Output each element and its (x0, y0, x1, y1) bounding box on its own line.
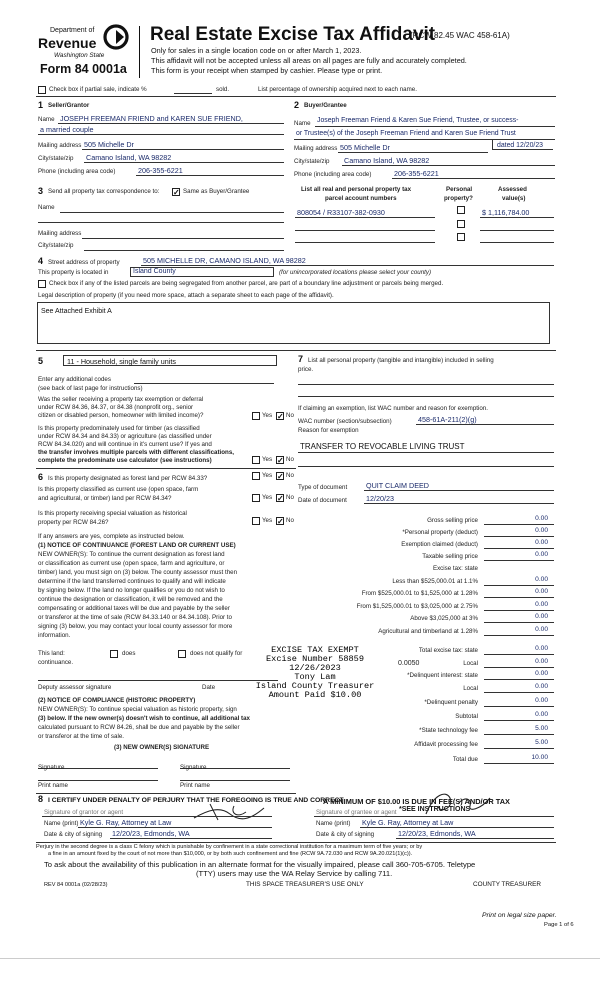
tax-line-t3 (484, 610, 554, 611)
dor-logo-icon (103, 24, 129, 50)
form-title: Real Estate Excise Tax Affidavit (150, 24, 436, 45)
seller-phone-line (136, 175, 284, 176)
perjury-line2: a fine in an amount fixed by the court of not more than $10,000, or by both such confinement and fine (RCW 9A.72.030 and RCW 9A.20.021(1)(c)). (48, 851, 413, 857)
tax-line-delinq-pen (484, 706, 554, 707)
header-divider (139, 26, 140, 78)
dept-line3: Washington State (54, 52, 105, 59)
tax-label-t3: From $1,525,000.01 to $3,025,000 at 2.75% (356, 603, 478, 610)
tax-line-local (484, 667, 554, 668)
corr-name-line2[interactable] (38, 222, 284, 223)
seller-mail-line (82, 149, 284, 150)
treasurer-space: THIS SPACE TREASURER'S USE ONLY (246, 881, 364, 888)
notice1-l7: compensating or additional taxes will be due and payable by the seller (38, 605, 230, 612)
notice1-l8: or transferor at the time of sale (RCW 84.33.140 or 84.34.108). Prior to (38, 614, 232, 621)
corr-city-line[interactable] (84, 250, 284, 251)
exempt-yes-checkbox[interactable] (252, 412, 260, 420)
buyer-phone[interactable]: 206-355-6221 (394, 169, 439, 178)
deputy-label: Deputy assessor signature (38, 684, 112, 691)
tax-line-local2 (484, 692, 554, 693)
exemption-label: If claiming an exemption, list WAC number and reason for exemption. (298, 405, 488, 412)
sec7-line2: price. (298, 366, 314, 373)
doc-type-label: Type of document (298, 484, 348, 491)
doc-date[interactable]: 12/20/23 (366, 494, 394, 503)
corr-city-label: City/state/zip (38, 242, 74, 249)
buyer-phone-line (392, 178, 555, 179)
q6-2b: and agricultural, or timber) land per RCW 84.34? (38, 495, 172, 502)
tax-amount-subtotal[interactable]: 0.00 (535, 711, 548, 718)
assessed-heading-2: value(s) (502, 195, 526, 202)
reason-line2 (298, 466, 554, 467)
stamp-line6: Amount Paid $10.00 (268, 690, 362, 700)
grantor-name[interactable]: Kyle G. Ray, Attorney at Law (80, 818, 172, 827)
personal-property-number: 7 (298, 354, 304, 364)
tax-line-total-state (484, 654, 554, 655)
tax-line-affidavit (484, 748, 554, 749)
seller-number: 1 (38, 100, 44, 110)
assessed-heading-1: Assessed (498, 186, 527, 193)
historic-yes-checkbox[interactable] (252, 517, 260, 525)
currentuse-no-label: No (286, 494, 294, 501)
exempt-yes-label: Yes (262, 412, 273, 419)
seller-mail-label: Mailing address (38, 142, 82, 149)
tax-amount-affidavit[interactable]: 5.00 (535, 739, 548, 746)
buyer-city-line (342, 165, 555, 166)
street-address[interactable]: 505 MICHELLE DR, CAMANO ISLAND, WA 98282 (143, 256, 306, 265)
currentuse-yes-checkbox[interactable] (252, 494, 260, 502)
grantor-name-line (78, 827, 272, 828)
signature-grantor-icon (190, 800, 270, 824)
buyer-name-1[interactable]: Joseph Freeman Friend & Karen Sue Friend, Trustee, or success- (317, 117, 519, 124)
segregated-checkbox[interactable] (38, 280, 46, 288)
historic-yes-label: Yes (262, 517, 273, 524)
seller-name-label: Name (38, 116, 55, 123)
notice2-title: (2) NOTICE OF COMPLIANCE (HISTORIC PROPERTY) (38, 697, 196, 704)
doc-type-line (364, 490, 554, 491)
seller-name-2[interactable]: a married couple (40, 125, 94, 134)
corr-number: 3 (38, 186, 44, 196)
owner-print-label-1: Print name (38, 782, 68, 789)
tax-label-tech: *State technology fee (419, 727, 478, 734)
stamp-line5: Island County Treasurer (255, 681, 375, 691)
assessed-line1 (480, 217, 554, 218)
doc-date-label: Date of document (298, 497, 347, 504)
grantee-date-line (396, 838, 554, 839)
land-does-checkbox[interactable] (110, 650, 118, 658)
rule-top (36, 96, 556, 97)
tax-label-personal: *Personal property (deduct) (402, 529, 478, 536)
treasurer-stamp (255, 646, 375, 700)
buyer-phone-label: Phone (including area code) (294, 171, 372, 178)
partial-sale-label: Check box if partial sale, indicate % (49, 86, 147, 93)
tax-label-delinq-state: *Delinquent interest: state (407, 672, 478, 679)
grantor-name-label: Name (print) (44, 820, 79, 827)
tax-line-subtotal (484, 720, 554, 721)
corr-mail-line[interactable] (82, 238, 284, 239)
cert-number: 8 (38, 794, 44, 804)
use-number: 5 (38, 356, 44, 366)
grantee-name[interactable]: Kyle G. Ray, Attorney at Law (362, 818, 454, 827)
county-value: Island County (133, 268, 176, 275)
tax-line-t4 (484, 622, 554, 623)
q6-3a: Is this property receiving special valuation as historical (38, 510, 187, 517)
codes-line[interactable] (134, 383, 274, 384)
tax-line-t2 (484, 597, 554, 598)
notice2-l1: NEW OWNER(S): To continue special valuation as historic property, sign (38, 706, 237, 713)
land-does-not-label: does not qualify for (190, 650, 243, 657)
access-line2: (TTY) users may use the WA Relay Service by calling 711. (196, 869, 393, 878)
forest-no-checkbox[interactable]: ✓ (277, 472, 284, 481)
owner-sig-label-1: Signature (38, 764, 65, 771)
land-label: This land: (38, 650, 65, 657)
seller-phone[interactable]: 206-355-6221 (138, 166, 183, 175)
located-label: This property is located in (38, 269, 109, 276)
tax-amount-taxable[interactable]: 0.00 (535, 551, 548, 558)
tax-line-t1 (484, 585, 554, 586)
tax-label-taxable: Taxable selling price (422, 553, 478, 560)
tax-line-taxable (484, 560, 554, 561)
tax-amount-exempt[interactable]: 0.00 (535, 539, 548, 546)
rule-sec5 (36, 468, 296, 469)
sig-grantor-line[interactable] (42, 816, 272, 817)
tax-label-state-h: Excise tax: state (432, 565, 478, 572)
parcel-number[interactable]: 808054 / R33107-382-0930 (297, 208, 385, 217)
stamp-line3: 12/26/2023 (289, 663, 341, 673)
sold-label: sold. (216, 86, 230, 93)
buyer-mail[interactable]: 505 Michelle Dr (340, 143, 390, 152)
cert-heading: I CERTIFY UNDER PENALTY OF PERJURY THAT THE FOREGOING IS TRUE AND CORRECT (48, 797, 344, 804)
assessed-line3 (480, 242, 554, 243)
access-line1: To ask about the availability of this publication in an alternate format for the visually impaired, please call 360-705-6705. Teletype (44, 860, 476, 869)
timber-yes-label: Yes (262, 456, 273, 463)
bottom-edge (0, 958, 600, 959)
corr-name-line[interactable] (60, 212, 284, 213)
rule-sec4 (36, 350, 556, 351)
tax-line-exempt (484, 548, 554, 549)
owner-print-line-1[interactable] (38, 780, 158, 781)
corr-mail-label: Mailing address (38, 230, 82, 237)
tax-label-exempt: Exemption claimed (deduct) (401, 541, 478, 548)
print-legal: Print on legal size paper. (482, 912, 557, 919)
seller-heading: Seller/Grantor (48, 102, 90, 109)
assessed-value[interactable]: $ 1,116,784.00 (482, 208, 530, 217)
legal-description-box[interactable] (37, 302, 550, 344)
historic-no-label: No (286, 517, 294, 524)
notice1-l4: determine if the land transferred continues to qualify and will indicate (38, 578, 226, 585)
notice1-title: (1) NOTICE OF CONTINUANCE (FOREST LAND OR CURRENT USE) (38, 542, 236, 549)
segregated-label: Check box if any of the listed parcels are being segregated from another parcel, are part of a boundary line adjustment or parcels being merged. (49, 280, 444, 287)
rule-sec8 (36, 793, 296, 794)
codes-note: (see back of last page for instructions) (38, 385, 143, 392)
county-treasurer: COUNTY TREASURER (473, 881, 541, 888)
notice1-l6: continue the designation or classification, it will be removed and the (38, 596, 223, 603)
sig-grantee-label: Signature of grantee or agent (316, 809, 397, 816)
owner-sig-label-2: Signature (180, 764, 207, 771)
forest-yes-label: Yes (262, 472, 273, 479)
q5-2b: under RCW 84.34 and 84.33) or agriculture (as classified under (38, 433, 212, 440)
stamp-line2: Excise Number 58859 (266, 654, 364, 664)
buyer-mail-label: Mailing address (294, 145, 338, 152)
header-sub2: This affidavit will not be accepted unless all areas on all pages are fully and accurately completed. (151, 56, 467, 65)
tax-label-total-due: Total due (452, 756, 478, 763)
tax-amount-t2[interactable]: 0.00 (535, 588, 548, 595)
ownership-note: List percentage of ownership acquired next to each name. (258, 86, 417, 93)
assessed-line2 (480, 230, 554, 231)
property-number: 4 (38, 256, 44, 266)
notice1-l5: by signing below. If the land no longer qualifies or you do not wish to (38, 587, 225, 594)
timber-no-label: No (286, 456, 294, 463)
currentuse-no-checkbox[interactable]: ✓ (277, 494, 284, 503)
tax-label-total-state: Total excise tax: state (418, 647, 478, 654)
buyer-name-label: Name (294, 120, 311, 127)
owner-print-label-2: Print name (180, 782, 210, 789)
form-number: Form 84 0001a (40, 62, 127, 76)
seller-name-1[interactable]: JOSEPH FREEMAN FRIEND and KAREN SUE FRIEND, (60, 114, 243, 123)
q5-1b: under RCW 84.36, 84.37, or 84.38 (nonprofit org., senior (38, 404, 194, 411)
tax-label-gross: Gross selling price (427, 517, 478, 524)
unincorp-note: (for unincorporated locations please select your county) (279, 269, 432, 276)
land-label-2: continuance. (38, 659, 74, 666)
tax-label-subtotal: Subtotal (455, 713, 478, 720)
signature-grantee-icon (420, 788, 500, 818)
buyer-name-line1 (315, 126, 555, 127)
seller-city-line (84, 162, 284, 163)
parcel-heading-1: List all real and personal property tax (301, 186, 412, 193)
seller-phone-label: Phone (including area code) (38, 168, 116, 175)
grantee-name-line (360, 827, 554, 828)
personal-prop-checkbox-3[interactable] (457, 233, 465, 241)
tax-line-personal (484, 536, 554, 537)
historic-no-checkbox[interactable]: ✓ (277, 517, 284, 526)
notice3-title: (3) NEW OWNER(S) SIGNATURE (114, 744, 210, 751)
tax-line-delinq-state (484, 679, 554, 680)
tax-label-local2: Local (463, 685, 478, 692)
sec7-line1: List all personal property (tangible and intangible) included in selling (308, 357, 494, 364)
q6-2a: Is this property classified as current use (open space, farm (38, 486, 199, 493)
tax-amount-delinq-state[interactable]: 0.00 (535, 670, 548, 677)
currentuse-yes-label: Yes (262, 494, 273, 501)
dept-line1: Department of (50, 27, 95, 34)
q6-3b: property per RCW 84.26? (38, 519, 109, 526)
notice1-l2: or classification as current use (open space, farm and agriculture, or (38, 560, 225, 567)
notice1-l3: timber) land, you must sign on (3) below. The county assessor must then (38, 569, 238, 576)
see-instructions: *SEE INSTRUCTIONS (399, 806, 471, 813)
seller-city-label: City/state/zip (38, 155, 74, 162)
grantor-date-line (110, 838, 272, 839)
tax-amount-total-due[interactable]: 10.00 (531, 754, 548, 761)
notice2-l2: (3) below. If the new owner(s) doesn't wish to continue, all additional tax (38, 715, 250, 722)
q5-2d: the transfer involves multiple parcels with different classifications, (38, 449, 234, 456)
tax-amount-total-state[interactable]: 0.00 (535, 645, 548, 652)
street-label: Street address of property (48, 259, 120, 266)
notice2-l4: or transferor at the time of sale. (38, 733, 124, 740)
tax-label-t1: Less than $525,000.01 at 1.1% (392, 578, 478, 585)
notice2-l3: calculated pursuant to RCW 84.26, shall be due and payable by the seller (38, 724, 240, 731)
use-code-value: 11 - Household, single family units (67, 357, 176, 366)
tax-line-total-due (484, 763, 554, 764)
tax-amount-local2[interactable]: 0.00 (535, 683, 548, 690)
wac-label: WAC number (section/subsection) (298, 418, 392, 425)
tax-amount-t5[interactable]: 0.00 (535, 626, 548, 633)
exempt-no-checkbox[interactable]: ✓ (277, 412, 284, 421)
q5-2a: Is this property predominately used for timber (as classified (38, 425, 200, 432)
wac-line (416, 424, 554, 425)
exemption-reason[interactable]: TRANSFER TO REVOCABLE LIVING TRUST (300, 442, 465, 451)
land-does-not-checkbox[interactable] (178, 650, 186, 658)
doc-type[interactable]: QUIT CLAIM DEED (366, 481, 429, 490)
if-yes-note: If any answers are yes, complete as instructed below. (38, 533, 185, 540)
q5-1c: citizen or disabled person, homeowner with limited income)? (38, 412, 204, 419)
personal-prop-line1[interactable] (298, 384, 554, 385)
use-code-select[interactable] (63, 355, 277, 366)
legal-description: See Attached Exhibit A (41, 308, 112, 315)
q6-1: Is this property designated as forest land per RCW 84.33? (48, 475, 208, 482)
notice1-l10: information. (38, 632, 71, 639)
doc-date-line (364, 503, 554, 504)
tax-label-affidavit: Affidavit processing fee (414, 741, 478, 748)
header-sub1: Only for sales in a single location code on or after March 1, 2023. (151, 46, 362, 55)
forest-yes-checkbox[interactable] (252, 472, 260, 480)
personal-prop-checkbox-1[interactable] (457, 206, 465, 214)
deputy-date-label: Date (202, 684, 216, 691)
tax-rate: 0.0050 (398, 660, 420, 667)
parcel-heading-2: parcel account numbers (325, 195, 397, 202)
grantor-date[interactable]: 12/20/23, Edmonds, WA (112, 829, 190, 838)
personal-prop-line2[interactable] (298, 396, 554, 397)
dated-bracket (492, 139, 553, 150)
corr-name-label: Name (38, 204, 55, 211)
designation-number: 6 (38, 472, 44, 482)
land-does-label: does (122, 650, 136, 657)
tax-amount-local[interactable]: 0.00 (535, 658, 548, 665)
notice1-l9: signing (3) below, you may contact your local county assessor for more (38, 623, 233, 630)
tax-amount-gross[interactable]: 0.00 (535, 515, 548, 522)
stamp-line4: Tony Lam (294, 672, 336, 682)
minimum-due: A MINIMUM OF $10.00 IS DUE IN FEE(S) AND/OR TAX (323, 797, 510, 806)
legal-label: Legal description of property (if you need more space, attach a separate sheet to each page of the affidavit). (38, 292, 334, 299)
parcel-line3 (295, 242, 435, 243)
tax-label-t5: Agricultural and timberland at 1.28% (378, 628, 478, 635)
q5-2e: complete the predominate use calculator (see instructions) (38, 457, 212, 464)
timber-no-checkbox[interactable]: ✓ (277, 456, 284, 465)
tax-line-tech (484, 734, 554, 735)
personal-heading-2: property? (444, 195, 473, 202)
tax-label-local: Local (463, 660, 478, 667)
county-select[interactable] (130, 267, 274, 277)
tax-label-t2: From $525,000.01 to $1,525,000 at 1.28% (361, 590, 478, 597)
grantor-date-label: Date & city of signing (44, 831, 103, 838)
reason-label: Reason for exemption (298, 427, 359, 434)
seller-name-line1 (58, 123, 284, 124)
sig-grantee-line[interactable] (314, 816, 554, 817)
partial-percent-line[interactable] (174, 93, 212, 94)
reason-line (298, 452, 554, 453)
personal-heading-1: Personal (446, 186, 473, 193)
grantee-date-label: Date & city of signing (316, 831, 375, 838)
corr-text: Send all property tax correspondence to: (48, 188, 160, 195)
partial-sale-checkbox[interactable] (38, 86, 46, 94)
wac-number[interactable]: 458-61A-211(2)(g) (418, 415, 477, 424)
buyer-mail-line (338, 152, 488, 153)
tax-label-t4: Above $3,025,000 at 3% (410, 615, 478, 622)
seller-mail[interactable]: 505 Michelle Dr (84, 140, 134, 149)
header-sub3: This form is your receipt when stamped by cashier. Please type or print. (151, 66, 383, 75)
grantee-name-label: Name (print) (316, 820, 351, 827)
dept-line2: Revenue (38, 35, 97, 51)
forest-no-label: No (286, 472, 294, 479)
grantee-date[interactable]: 12/20/23, Edmonds, WA (398, 829, 476, 838)
buyer-city[interactable]: Camano Island, WA 98282 (344, 156, 430, 165)
tax-line-t5 (484, 635, 554, 636)
owner-print-line-2[interactable] (180, 780, 290, 781)
sig-grantor-label: Signature of grantor or agent (44, 809, 124, 816)
rcw-ref: (RCW 82.45 WAC 458-61A) (410, 31, 510, 40)
buyer-city-label: City/state/zip (294, 158, 330, 165)
timber-yes-checkbox[interactable] (252, 456, 260, 464)
buyer-name-2[interactable]: or Trustee(s) of the Joseph Freeman Friend and Karen Sue Friend Trust (296, 130, 516, 137)
tax-amount-t1[interactable]: 0.00 (535, 576, 548, 583)
q5-2c: RCW 84.34.020) and will continue in it's current use? If yes and (38, 441, 212, 448)
stamp-line1: EXCISE TAX EXEMPT (271, 645, 359, 655)
tax-amount-t3[interactable]: 0.00 (535, 601, 548, 608)
rev-number: REV 84 0001a (02/28/23) (44, 882, 108, 888)
tax-amount-t4[interactable]: 0.00 (535, 613, 548, 620)
buyer-heading: Buyer/Grantee (304, 102, 347, 109)
buyer-dated[interactable]: dated 12/20/23 (497, 142, 543, 149)
parcel-line2 (295, 230, 435, 231)
personal-prop-checkbox-2[interactable] (457, 220, 465, 228)
tax-line-gross (484, 524, 554, 525)
page-number: Page 1 of 6 (544, 922, 574, 928)
notice1-l1: NEW OWNER(S): To continue the current designation as forest land (38, 551, 225, 558)
parcel-line1 (295, 217, 435, 218)
codes-label: Enter any additional codes (38, 376, 111, 383)
deputy-sig-line[interactable] (38, 680, 278, 681)
street-line (141, 265, 554, 266)
tax-label-delinq-pen: *Delinquent penalty (424, 699, 478, 706)
rule-footer (36, 842, 556, 843)
exempt-no-label: No (286, 412, 294, 419)
perjury-line1: Perjury in the second degree is a class C felony which is punishable by confinement in a state correctional institution for a maximum term of five years; or by (36, 844, 423, 850)
tax-amount-delinq-pen[interactable]: 0.00 (535, 697, 548, 704)
seller-name-line2 (38, 134, 284, 135)
same-as-buyer-checkbox[interactable]: ✓ (173, 188, 180, 197)
tax-amount-tech[interactable]: 5.00 (535, 725, 548, 732)
seller-city[interactable]: Camano Island, WA 98282 (86, 153, 172, 162)
q5-1a: Was the seller receiving a property tax exemption or deferral (38, 396, 204, 403)
tax-amount-personal[interactable]: 0.00 (535, 527, 548, 534)
buyer-number: 2 (294, 100, 300, 110)
same-as-buyer-label: Same as Buyer/Grantee (183, 188, 250, 195)
